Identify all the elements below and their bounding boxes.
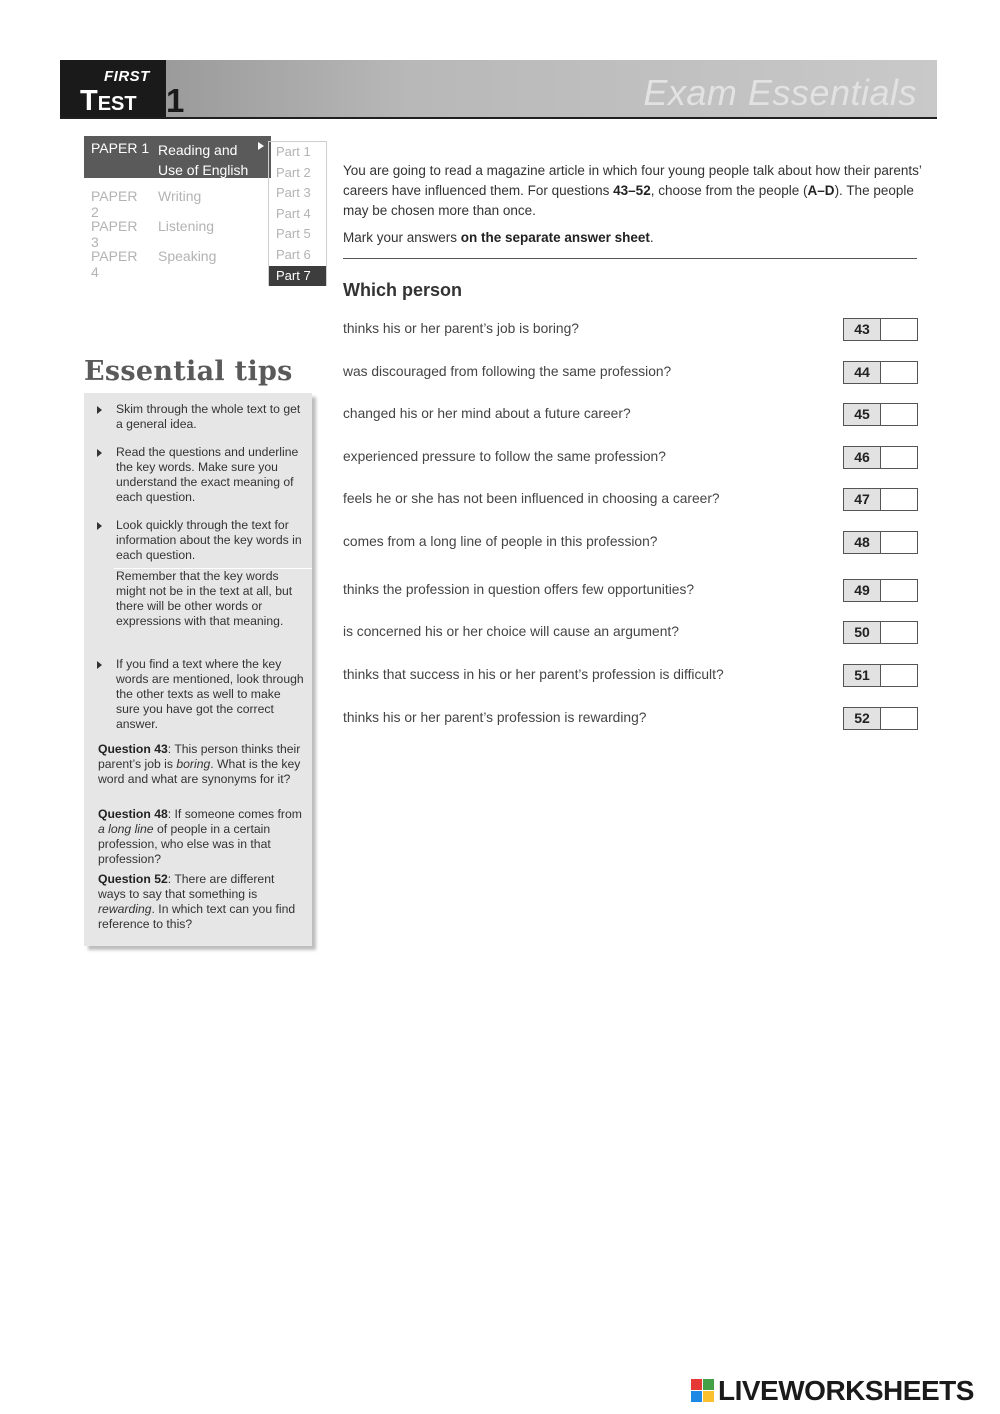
answer-box-44[interactable]	[843, 361, 918, 384]
tips-box	[84, 393, 312, 946]
bullet-arrow-icon	[97, 522, 102, 530]
question-number: 50	[844, 622, 881, 643]
logo-text: LIVEWORKSHEETS	[718, 1375, 974, 1406]
question-number: 48	[844, 532, 881, 553]
bullet-arrow-icon	[97, 449, 102, 457]
first-label: FIRST	[104, 68, 150, 85]
tips-title: Essential tips	[84, 356, 293, 387]
tip-q-label: Question 48	[98, 807, 168, 821]
paper-name-line1: Reading and	[158, 142, 238, 158]
question-number: 46	[844, 447, 881, 468]
answer-box-43[interactable]	[843, 318, 918, 341]
answer-box-47[interactable]	[843, 488, 918, 511]
part-item-4[interactable]: Part 4	[276, 205, 311, 221]
question-number: 52	[844, 708, 881, 729]
answer-box-45[interactable]	[843, 403, 918, 426]
chevron-right-icon	[258, 142, 264, 150]
question-number: 47	[844, 489, 881, 510]
question-52-text: thinks his or her parent’s profession is rewarding?	[343, 710, 647, 725]
intro-text: , choose from the people (	[650, 183, 808, 198]
bullet-arrow-icon	[97, 406, 102, 414]
question-43-text: thinks his or her parent’s job is boring?	[343, 321, 579, 336]
tip-q-emphasis: rewarding	[98, 902, 152, 916]
part-item-6[interactable]: Part 6	[276, 246, 311, 262]
tip-q-text: of people in a certain profession, who else was in that profession?	[98, 822, 271, 866]
tip-q-text: . In which text can you find reference to this?	[98, 902, 296, 931]
paper-code: PAPER 2	[91, 188, 138, 220]
intro-text: ). The people may be chosen more than once.	[343, 183, 914, 218]
tip-question-52	[98, 872, 304, 932]
paper-code: PAPER 1	[91, 140, 150, 156]
tip-3b: Remember that the key words might not be in the text at all, but there will be other words or expressions with that meaning.	[116, 569, 293, 628]
intro-text: You are going to read a magazine article in which four young people talk about how their parents’ careers have influenced them. For questions	[343, 163, 922, 198]
paper-name: Writing	[158, 188, 202, 204]
question-47-text: feels he or she has not been influenced in choosing a career?	[343, 491, 720, 506]
intro-letters: A–D	[807, 183, 835, 198]
bullet-arrow-icon	[97, 661, 102, 669]
part-list	[268, 141, 327, 286]
question-number: 51	[844, 665, 881, 686]
tip-q-text: : There are different ways to say that something is	[98, 872, 275, 901]
answer-box-51[interactable]	[843, 664, 918, 687]
mark-text: Mark your answers	[343, 230, 461, 245]
tip-q-text: : This person thinks their parent’s job is	[98, 742, 301, 771]
question-50-text: is concerned his or her choice will cause an argument?	[343, 624, 679, 639]
answer-box-46[interactable]	[843, 446, 918, 469]
paper-name	[158, 140, 248, 180]
question-51-text: thinks that success in his or her parent’s profession is difficult?	[343, 667, 724, 682]
tip-1: Skim through the whole text to get a general idea.	[116, 402, 301, 431]
tip-q-label: Question 43	[98, 742, 168, 756]
mark-text: .	[649, 230, 654, 245]
intro-range: 43–52	[613, 183, 651, 198]
answer-box-52[interactable]	[843, 707, 918, 730]
test-number: 1	[166, 82, 185, 119]
tip-q-text: . What is the key word and what are synonyms for it?	[98, 757, 301, 786]
question-number: 49	[844, 580, 881, 601]
tip-question-48	[98, 807, 304, 867]
section-heading: Which person	[343, 280, 463, 300]
answer-box-48[interactable]	[843, 531, 918, 554]
question-45-text: changed his or her mind about a future career?	[343, 406, 631, 421]
tip-3: Look quickly through the text for information about the key words in each question.	[116, 518, 302, 562]
paper-name: Speaking	[158, 248, 217, 264]
paper-code: PAPER 4	[91, 248, 138, 280]
part-item-7[interactable]: Part 7	[269, 266, 326, 287]
question-number: 44	[844, 362, 881, 383]
question-44-text: was discouraged from following the same profession?	[343, 364, 672, 379]
paper-code: PAPER 3	[91, 218, 138, 250]
instructions-intro	[343, 161, 923, 221]
question-number: 43	[844, 319, 881, 340]
instructions-mark	[343, 228, 654, 248]
answer-box-50[interactable]	[843, 621, 918, 644]
logo-grid-icon	[691, 1379, 715, 1403]
paper-name: Listening	[158, 218, 215, 234]
question-49-text: thinks the profession in question offers few opportunities?	[343, 582, 695, 597]
paper-nav-item-1[interactable]	[84, 136, 271, 178]
divider	[343, 258, 917, 259]
part-item-3[interactable]: Part 3	[276, 185, 311, 201]
paper-name-line2: Use of English	[158, 162, 249, 178]
page-title: Exam Essentials	[643, 72, 917, 113]
tip-2: Read the questions and underline the key words. Make sure you understand the exact meaning of each question.	[116, 445, 299, 504]
tip-q-label: Question 52	[98, 872, 168, 886]
test-label: Test	[80, 85, 137, 117]
tip-question-43	[98, 742, 304, 787]
mark-emphasis: on the separate answer sheet	[460, 230, 650, 245]
tip-q-emphasis: boring	[176, 757, 211, 771]
header-banner	[60, 60, 937, 119]
part-item-2[interactable]: Part 2	[276, 164, 311, 180]
part-item-5[interactable]: Part 5	[276, 226, 311, 242]
answer-box-49[interactable]	[843, 579, 918, 602]
part-item-1[interactable]: Part 1	[276, 144, 311, 159]
tip-4: If you find a text where the key words are mentioned, look through the other texts as well to make sure you have got the correct answer.	[116, 657, 304, 731]
question-number: 45	[844, 404, 881, 425]
question-48-text: comes from a long line of people in this profession?	[343, 534, 658, 549]
test-block	[60, 60, 166, 117]
tip-q-emphasis: a long line	[98, 822, 154, 836]
tip-q-text: : If someone comes from	[167, 807, 302, 821]
question-46-text: experienced pressure to follow the same profession?	[343, 449, 666, 464]
